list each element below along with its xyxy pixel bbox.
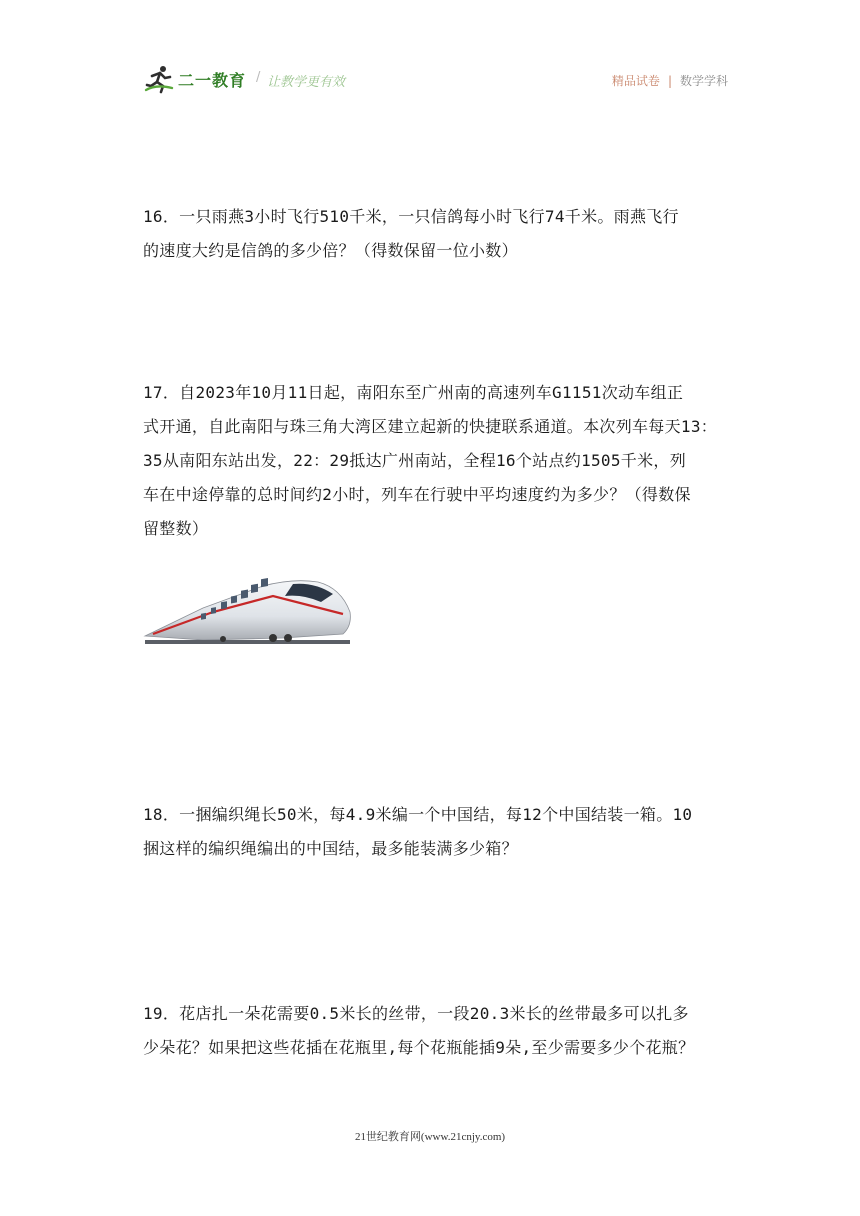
header-tag-premium: 精品试卷	[611, 74, 660, 88]
page-footer: 21世纪教育网(www.21cnjy.com)	[354, 1131, 506, 1143]
question-line: 车在中途停靠的总时间约2小时，列车在行驶中平均速度约为多少？（得数保	[143, 485, 691, 504]
page-header	[0, 0, 860, 110]
logo	[144, 64, 350, 94]
question-16	[143, 200, 733, 268]
header-separator: |	[667, 74, 672, 88]
question-line: 16．一只雨燕3小时飞行510千米，一只信鸽每小时飞行74千米。雨燕飞行	[143, 207, 679, 226]
question-line: 式开通，自此南阳与珠三角大湾区建立起新的快捷联系通道。本次列车每天13：	[143, 417, 718, 436]
header-tags	[612, 72, 728, 89]
logo-divider: /	[256, 70, 261, 85]
question-18	[143, 798, 733, 866]
question-19	[143, 997, 733, 1065]
question-line: 留整数）	[143, 519, 209, 538]
question-line: 19．花店扎一朵花需要0.5米长的丝带，一段20.3米长的丝带最多可以扎多	[143, 1004, 689, 1023]
question-line: 18．一捆编织绳长50米，每4.9米编一个中国结，每12个中国结装一箱。10	[143, 805, 693, 824]
runner-logo-icon	[144, 64, 174, 94]
question-17	[143, 376, 733, 546]
question-line: 35从南阳东站出发，22：29抵达广州南站，全程16个站点约1505千米，列	[143, 451, 686, 470]
logo-brand-text: 二一教育	[178, 71, 247, 90]
header-tag-subject: 数学学科	[679, 74, 728, 88]
question-line: 的速度大约是信鸽的多少倍？（得数保留一位小数）	[143, 241, 518, 260]
question-line: 17．自2023年10月11日起，南阳东至广州南的高速列车G1151次动车组正	[143, 383, 684, 402]
question-line: 捆这样的编织绳编出的中国结，最多能装满多少箱？	[143, 839, 518, 858]
high-speed-train-image	[143, 572, 353, 652]
logo-slogan: 让教学更有效	[267, 75, 346, 90]
question-line: 少朵花？如果把这些花插在花瓶里,每个花瓶能插9朵,至少需要多少个花瓶？	[143, 1038, 695, 1057]
